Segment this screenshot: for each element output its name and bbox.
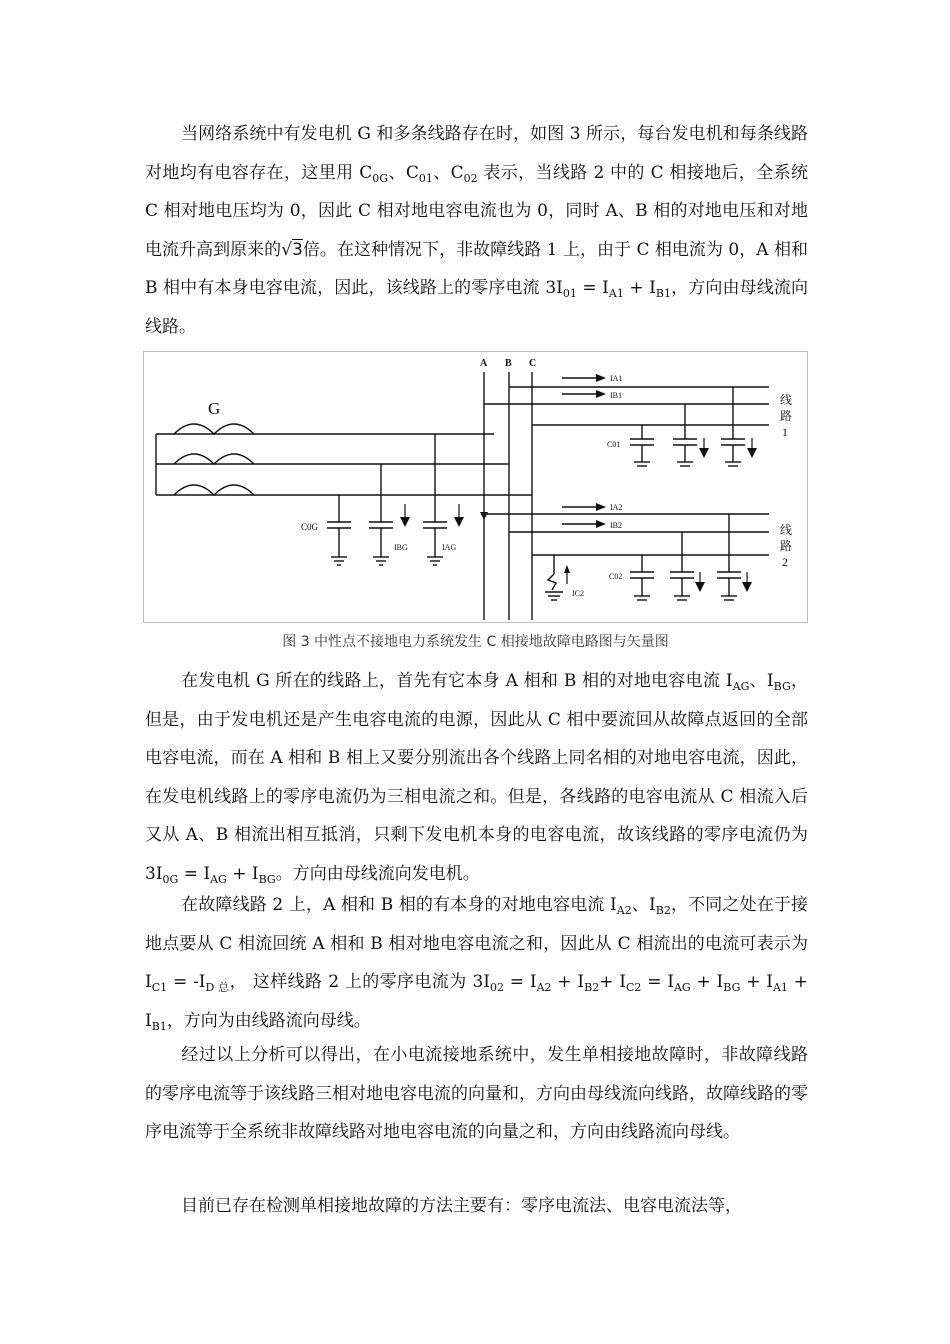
current-label: IBG xyxy=(394,543,408,552)
subscript: 01 xyxy=(562,287,577,300)
circuit-diagram-figure xyxy=(143,351,808,623)
text: + I xyxy=(740,972,773,992)
paragraph-3 xyxy=(145,886,808,1040)
current-label: IA1 xyxy=(610,374,623,383)
subscript: C2 xyxy=(625,981,642,994)
text: + I xyxy=(226,863,259,884)
generator-winding xyxy=(174,454,254,464)
text: ， 这样线路 2 上的零序电流为 3I xyxy=(229,972,490,992)
line-label: 路 xyxy=(780,539,793,553)
line-label: 线 xyxy=(780,523,793,537)
subscript: A2 xyxy=(616,904,632,917)
subscript: B2 xyxy=(655,904,671,917)
text: 、I xyxy=(631,895,656,915)
subscript: B2 xyxy=(584,981,600,994)
subscript: 0G xyxy=(372,171,389,185)
generator-label: G xyxy=(208,399,221,418)
subscript: AG xyxy=(673,981,691,994)
subscript: D 总 xyxy=(205,981,230,994)
phase-label: B xyxy=(505,358,512,369)
subscript: A2 xyxy=(536,981,552,994)
text: = -I xyxy=(167,972,206,992)
generator-winding xyxy=(174,424,254,434)
current-label: IB2 xyxy=(610,521,622,530)
subscript: 02 xyxy=(463,171,478,185)
text: = I xyxy=(178,863,211,884)
text: + I xyxy=(690,972,724,992)
text: 目前已存在检测单相接地故障的方法主要有：零序电流法、电容电流法等， xyxy=(181,1196,742,1216)
subscript: AG xyxy=(732,680,750,693)
line-label: 路 xyxy=(780,409,793,423)
text: + I xyxy=(623,278,656,298)
text: 倍。在这种情况下，非故障线路 1 上，由于 C 相电流为 0，A 相和 B 相中有本身电容电流，因此，该线路上的零序电流 3I xyxy=(145,239,809,298)
text: = I xyxy=(576,278,609,298)
phase-label: A xyxy=(480,358,488,369)
text: 在发电机 G 所在的线路上，首先有它本身 A 相和 B 相的对地电容电流 I xyxy=(181,671,733,691)
subscript: AG xyxy=(210,872,227,886)
text: 在故障线路 2 上，A 相和 B 相的有本身的对地电容电流 I xyxy=(181,895,617,915)
text: 表示，当线路 2 中的 C 相接地后，全系统 C 相对地电压均为 0，因此 C 相对地电容电流也为 0，同时 A、B 相的对地电压和对地电流升高到原来的 xyxy=(145,162,808,260)
paragraph-2 xyxy=(145,662,808,893)
text: 经过以上分析可以得出，在小电流接地系统中，发生单相接地故障时，非故障线路的零序电流等于该线路三相对地电容电流的向量和，方向由母线流向线路，故障线路的零序电流等于全系统非故障线路对地电容电流的向量之和，方向由线路流向母线。 xyxy=(145,1045,808,1142)
cap-label: C0G xyxy=(301,522,319,532)
text: = I xyxy=(504,972,537,992)
text: + I xyxy=(551,972,585,992)
text: ，方向为由线路流向母线。 xyxy=(166,1010,371,1031)
text: 。方向由母线流向发电机。 xyxy=(275,863,480,884)
subscript: B1 xyxy=(655,287,671,300)
subscript: 02 xyxy=(490,981,504,994)
subscript: BG xyxy=(723,981,741,994)
subscript: BG xyxy=(258,872,276,886)
paragraph-5 xyxy=(145,1187,808,1226)
text: + I xyxy=(599,972,626,992)
cap-label: C02 xyxy=(609,572,623,581)
text: 当网络系统中有发电机 G 和多条线路存在时，如图 3 所示，每台发电机和每条线路对地均有电容存在，这里用 C xyxy=(145,124,808,183)
sqrt-symbol: √3 xyxy=(281,239,303,260)
current-label: IC2 xyxy=(572,589,584,598)
subscript: B1 xyxy=(151,1019,167,1033)
line-label: 1 xyxy=(782,425,788,439)
text: = I xyxy=(641,972,674,992)
text: ，方向由母线流向线路。 xyxy=(145,278,808,337)
phase-label: C xyxy=(529,358,537,369)
subscript: BG xyxy=(773,680,791,693)
text: ，但是，由于发电机还是产生电容电流的电源，因此从 C 相中要流回从故障点返回的全部电容电流，而在 A 相和 B 相上又要分别流出各个线路上同名相的对地电容电流，因此，在发电机线路上的零序电流仍为三相电流之和。但是，各线路的电容电流从 C 相流入后又从 A、B 相流出相互抵消，只剩下发电机本身的电容电流，故该线路的零序电流仍为 3I xyxy=(145,671,809,884)
line-label: 2 xyxy=(782,555,788,569)
subscript: 01 xyxy=(418,171,433,185)
paragraph-4 xyxy=(145,1036,808,1152)
line-label: 线 xyxy=(780,393,793,407)
paragraph-1 xyxy=(145,115,808,346)
subscript: 0G xyxy=(162,872,179,886)
text: ，不同之处在于接地点要从 C 相流回统 A 相和 B 相对地电容电流之和，因此从 C 相流出的电流可表示为 I xyxy=(145,895,809,992)
generator-winding xyxy=(174,485,254,495)
text: + I xyxy=(145,972,808,1031)
subscript: C1 xyxy=(151,981,168,994)
subscript: A1 xyxy=(608,287,624,300)
text: 、C xyxy=(432,162,464,183)
cap-label: C01 xyxy=(607,440,621,449)
text: 、I xyxy=(749,671,774,691)
text: 、C xyxy=(388,162,419,183)
figure-caption: 图 3 中性点不接地电力系统发生 C 相接地故障电路图与矢量图 xyxy=(282,634,669,650)
current-label: IAG xyxy=(442,543,457,552)
circuit-diagram xyxy=(144,352,809,624)
current-label: IB1 xyxy=(610,391,622,400)
subscript: A1 xyxy=(772,981,788,994)
current-label: IA2 xyxy=(610,503,623,512)
